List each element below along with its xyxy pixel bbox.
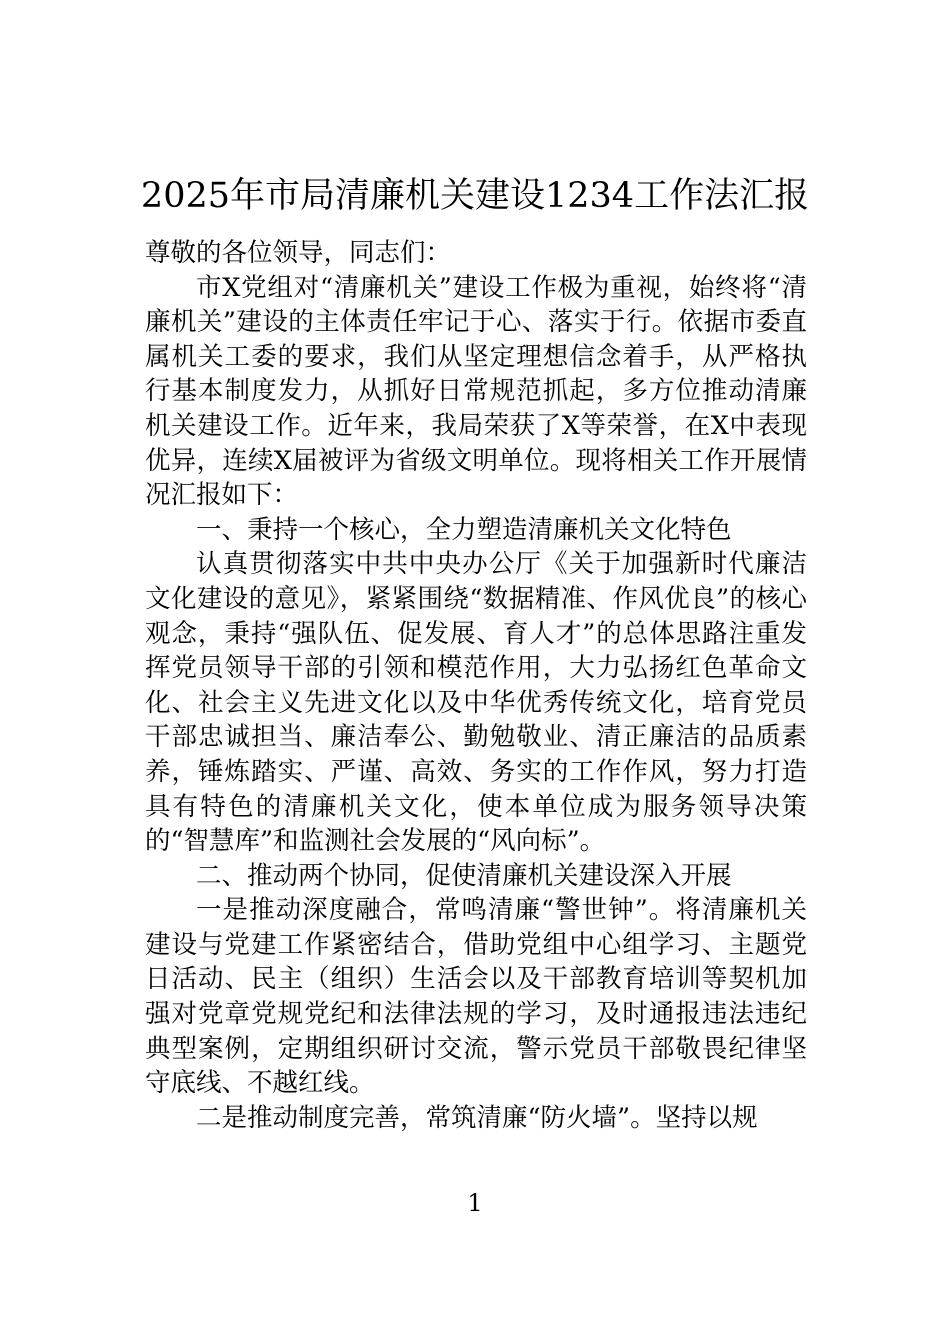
section-heading-2: 二、推动两个协同，促使清廉机关建设深入开展 (196, 860, 732, 891)
paragraph-section-1: 认真贯彻落实中共中央办公厅《关于加强新时代廉洁文化建设的意见》，紧紧围绕“数据精准、作风优良”的核心观念，秉持“强队伍、促发展、育人才”的总体思路注重发挥党员领导干部的引领和模范作用，大力弘扬红色革命文化、社会主义先进文化以及中华优秀传统文化，培育党员干部忠诚担当、廉洁奉公、勤勉敬业、清正廉洁的品质素养，锤炼踏实、严谨、高效、务实的工作作风，努力打造具有特色的清廉机关文化，使本单位成为服务领导决策的“智慧库”和监测社会发展的“风向标”。 (145, 549, 807, 857)
paragraph-intro: 市X党组对“清廉机关”建设工作极为重视，始终将“清廉机关”建设的主体责任牢记于心、落实于行。依据市委直属机关工委的要求，我们从坚定理想信念着手，从严格执行基本制度发力，从抓好日常规范抓起，多方位推动清廉机关建设工作。近年来，我局荣获了X等荣誉，在X中表现优异，连续X届被评为省级文明单位。现将相关工作开展情况汇报如下： (145, 272, 807, 511)
page-number: 1 (467, 1189, 483, 1217)
paragraph-section-2-item-1: 一是推动深度融合，常鸣清廉“警世钟”。将清廉机关建设与党建工作紧密结合，借助党组中心组学习、主题党日活动、民主（组织）生活会以及干部教育培训等契机加强对党章党规党纪和法律法规的学习，及时通报违法违纪典型案例，定期组织研讨交流，警示党员干部敬畏纪律坚守底线、不越红线。 (145, 895, 807, 1099)
document-title: 2025年市局清廉机关建设1234工作法汇报 (140, 176, 810, 216)
document-body (145, 236, 807, 1135)
salutation: 尊敬的各位领导，同志们： (145, 238, 452, 268)
paragraph-section-2-item-2: 二是推动制度完善，常筑清廉“防火墙”。坚持以规 (196, 1102, 758, 1133)
section-heading-1: 一、秉持一个核心，全力塑造清廉机关文化特色 (196, 514, 732, 545)
